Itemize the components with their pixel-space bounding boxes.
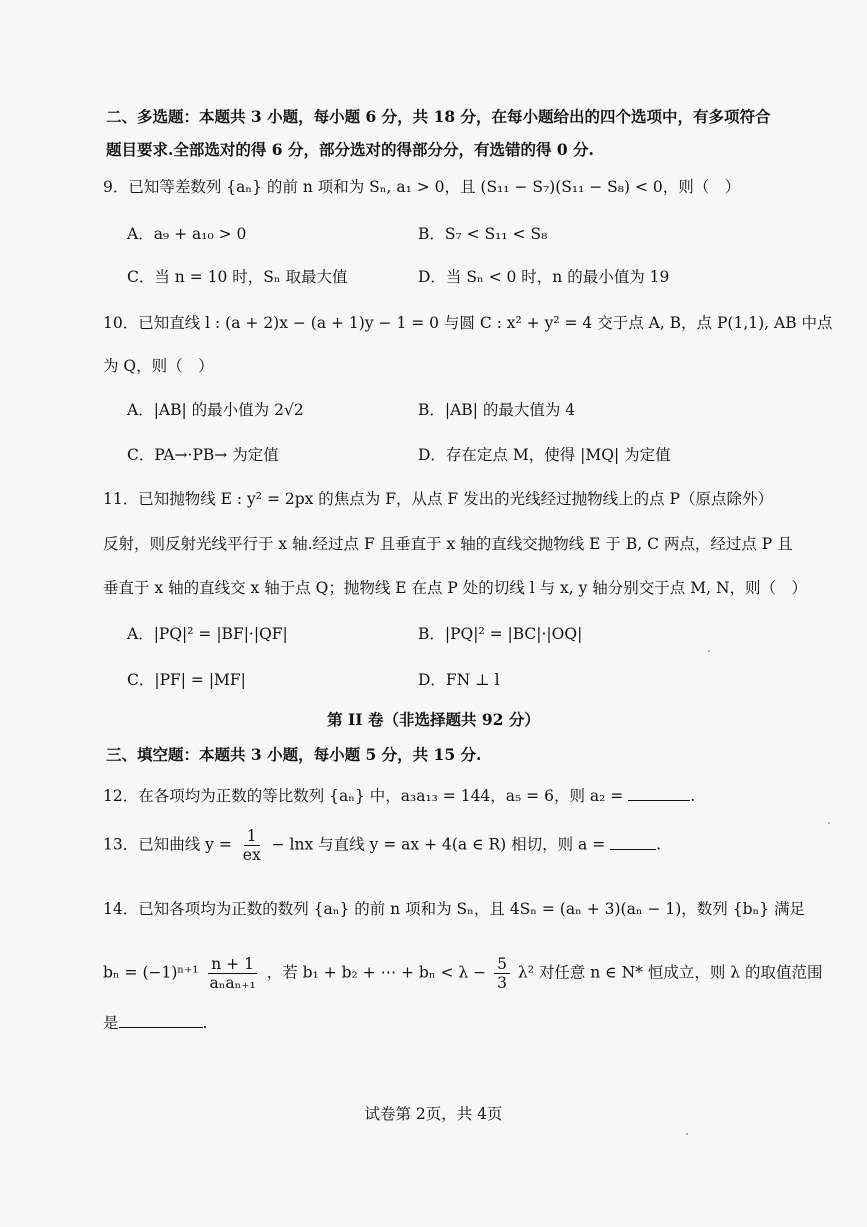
q14-range-text: λ² 对任意 n ∈ N* 恒成立，则 λ 的取值范围: [517, 963, 823, 982]
q14-bn-def: bₙ = (−1)ⁿ⁺¹: [103, 963, 199, 982]
q11-option-b: B．|PQ|² = |BC|·|OQ|: [418, 625, 583, 643]
section-2-header-line1: [106, 106, 771, 128]
scan-speck: [708, 650, 710, 652]
q11-option-d: D．FN ⊥ l: [418, 671, 500, 689]
q12-text: 12．在各项均为正数的等比数列 {aₙ} 中，a₃a₁₃ = 144，a₅ = 6，则 a₂ =: [103, 787, 624, 805]
scan-speck: [828, 822, 830, 824]
q14-frac1-den: aₙaₙ₊₁: [209, 974, 256, 992]
q14-line2: [103, 955, 823, 992]
q14-line1: 14．已知各项均为正数的数列 {aₙ} 的前 n 项和为 Sₙ，且 4Sₙ = (aₙ + 3)(aₙ − 1)，数列 {bₙ} 满足: [103, 900, 805, 918]
page-footer: 试卷第 2页，共 4页: [364, 1105, 503, 1123]
scan-speck: [686, 1133, 688, 1135]
q9-option-b: B．S₇ < S₁₁ < S₈: [418, 225, 548, 243]
q11-stem-line2: 反射，则反射光线平行于 x 轴.经过点 F 且垂直于 x 轴的直线交抛物线 E 于 B, C 两点，经过点 P 且: [103, 535, 793, 553]
q9-stem: 9．已知等差数列 {aₙ} 的前 n 项和为 Sₙ, a₁ > 0，且 (S₁₁ − S₇)(S₁₁ − S₈) < 0，则（ ）: [103, 178, 741, 196]
q11-stem-line3: 垂直于 x 轴的直线交 x 轴于点 Q；抛物线 E 在点 P 处的切线 l 与 x, y 轴分别交于点 M, N，则（ ）: [103, 579, 808, 597]
q13-fraction: [240, 827, 264, 864]
q9-option-c: C．当 n = 10 时，Sₙ 取最大值: [127, 268, 348, 286]
q14-line3: 是 .: [103, 1014, 208, 1032]
q9-option-d: D．当 Sₙ < 0 时，n 的最小值为 19: [418, 268, 670, 286]
q14-frac1-num: n + 1: [208, 955, 257, 974]
q10-option-d: D．存在定点 M，使得 |MQ| 为定值: [418, 446, 671, 464]
q14-frac2-den: 3: [497, 974, 507, 992]
q13-frac-num: 1: [244, 827, 260, 846]
q14-answer-blank[interactable]: [119, 1013, 203, 1028]
section-2-text-2: 题目要求.全部选对的得 6 分，部分选对的得部分分，有选错的得 0 分.: [106, 140, 594, 159]
q13-post: − lnx 与直线 y = ax + 4(a ∈ R) 相切，则 a =: [271, 835, 606, 854]
q14-fraction-1: [206, 955, 258, 992]
q10-option-b: B．|AB| 的最大值为 4: [418, 401, 576, 419]
q12-answer-blank[interactable]: [628, 786, 690, 801]
q14-frac2-num: 5: [494, 955, 510, 974]
q13-frac-den: ex: [242, 846, 261, 864]
q14-fraction-2: [494, 955, 510, 992]
q14-shi: 是: [103, 1014, 119, 1032]
q10-option-c: C．PA→·PB→ 为定值: [127, 446, 279, 464]
q14-condition: ，若 b₁ + b₂ + ⋯ + bₙ < λ −: [266, 963, 487, 982]
section-2-header-line2: [106, 139, 594, 161]
section-3-header: 三、填空题：本题共 3 小题，每小题 5 分，共 15 分.: [106, 745, 482, 764]
q10-option-a: A．|AB| 的最小值为 2√2: [127, 401, 304, 419]
q11-option-a: A．|PQ|² = |BF|·|QF|: [127, 625, 288, 643]
part-2-title: 第 II 卷（非选择题共 92 分）: [327, 710, 540, 729]
q11-stem-line1: 11．已知抛物线 E : y² = 2px 的焦点为 F，从点 F 发出的光线经过抛物线上的点 P（原点除外）: [103, 490, 773, 508]
q9-option-a: A．a₉ + a₁₀ > 0: [127, 225, 247, 243]
q13-answer-blank[interactable]: [610, 835, 656, 850]
q10-stem-line1: 10．已知直线 l : (a + 2)x − (a + 1)y − 1 = 0 与圆 C : x² + y² = 4 交于点 A, B，点 P(1,1), AB 中点: [103, 314, 833, 332]
q12: 12．在各项均为正数的等比数列 {aₙ} 中，a₃a₁₃ = 144，a₅ = 6，则 a₂ = .: [103, 787, 696, 805]
section-2-text: 二、多选题：本题共 3 小题，每小题 6 分，共 18 分，在每小题给出的四个选项中，有多项符合: [106, 107, 771, 126]
q11-option-c: C．|PF| = |MF|: [127, 671, 246, 689]
q13-pre: 13．已知曲线 y =: [103, 835, 232, 854]
q13: 13．已知曲线 y = $\frac{1}{ex}$ − lnx 与直线 y = ax + 4(a ∈ R) 相切，则 a = .: [103, 827, 662, 864]
q10-stem-line2: 为 Q，则（ ）: [103, 357, 214, 375]
